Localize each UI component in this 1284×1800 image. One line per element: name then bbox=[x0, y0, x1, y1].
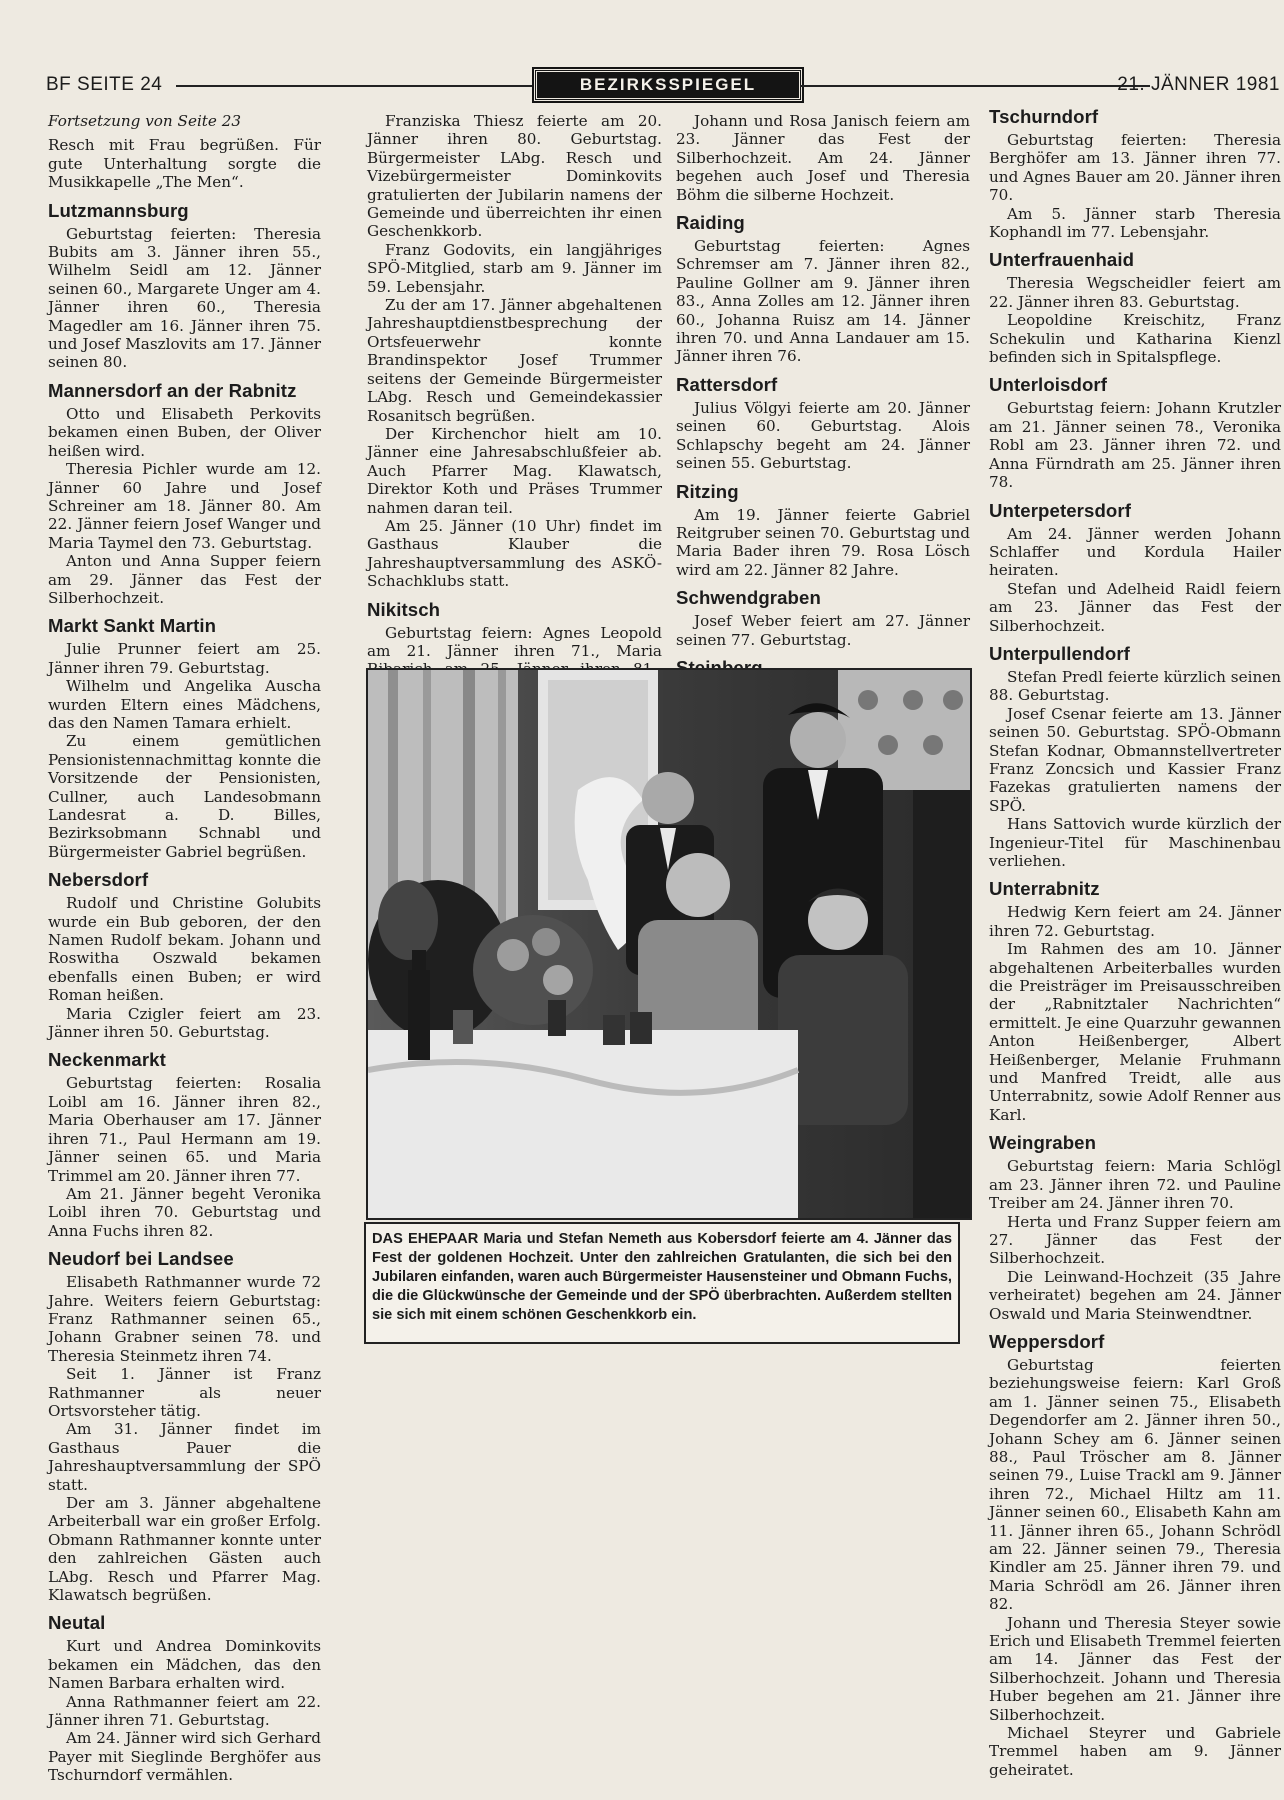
paragraph: Die Leinwand-Hochzeit (35 Jahre verheiratet) begehen am 24. Jänner Oswald und Maria Steinwendtner. bbox=[989, 1267, 1281, 1323]
paragraph: Zu einem gemütlichen Pensionistennachmittag konnte die Vorsitzende der Pensionisten, Cullner, auch Landesobmann Landesrat a. D. Billes, Bezirksobmann Schnabl und Bürgermeister Gabriel begrüßen. bbox=[48, 732, 321, 861]
paragraph: Johann und Theresia Steyer sowie Erich und Elisabeth Tremmel feierten am 14. Jänner das Fest der Silberhochzeit. Johann und Theresia Huber begehen am 21. Jänner ihre Silberhochzeit. bbox=[989, 1613, 1281, 1724]
paragraph: Am 31. Jänner findet im Gasthaus Pauer die Jahreshauptversammlung der SPÖ statt. bbox=[48, 1420, 321, 1494]
heading-unterfrauenhaid: Unterfrauenhaid bbox=[989, 249, 1135, 271]
paragraph: Julius Völgyi feierte am 20. Jänner seinen 60. Geburtstag. Alois Schlapschy begeht am 24. Jänner seinen 55. Geburtstag. bbox=[676, 398, 970, 473]
paragraph: Julie Prunner feiert am 25. Jänner ihren 79. Geburtstag. bbox=[48, 640, 321, 677]
paragraph: Elisabeth Rathmanner wurde 72 Jahre. Weiters feiern Geburtstag: Franz Rathmanner seinen 65., Johann Grabner seinen 78. und Theresia Steinmetz ihren 74. bbox=[48, 1273, 321, 1365]
heading-lutzmannsburg: Lutzmannsburg bbox=[48, 199, 189, 221]
paragraph: Kurt und Andrea Dominkovits bekamen ein Mädchen, das den Namen Barbara erhalten wird. bbox=[48, 1637, 321, 1693]
photo-illustration bbox=[368, 670, 970, 1218]
heading-weingraben: Weingraben bbox=[989, 1132, 1097, 1154]
paragraph: Josef Csenar feierte am 13. Jänner seinen 50. Geburtstag. SPÖ-Obmann Stefan Kodnar, Obmannstellvertreter Franz Zoncsich und Kassier Franz Fazekas gratulierten namens der SPÖ. bbox=[989, 704, 1281, 815]
photo-caption: DAS EHEPAAR Maria und Stefan Nemeth aus Kobersdorf feierte am 4. Jänner das Fest der goldenen Hochzeit. Unter den zahlreichen Gratulanten, die sich bei den Jubilaren einfanden, waren auch Bürgermeister Hausensteiner und Obmann Fuchs, die die Glückwünsche der Gemeinde und der SPÖ überbrachten. Außerdem stellten sie sich mit einem schönen Geschenkkorb ein. bbox=[364, 1222, 960, 1344]
heading-unterpullendorf: Unterpullendorf bbox=[989, 642, 1130, 664]
paragraph: Otto und Elisabeth Perkovits bekamen einen Buben, der Oliver heißen wird. bbox=[48, 404, 321, 460]
paragraph: Hans Sattovich wurde kürzlich der Ingenieur-Titel für Maschinenbau verliehen. bbox=[989, 815, 1281, 870]
paragraph: Resch mit Frau begrüßen. Für gute Unterhaltung sorgte die Musikkapelle „The Men“. bbox=[48, 136, 321, 192]
photo-golden-wedding bbox=[366, 668, 972, 1220]
paragraph: Der am 3. Jänner abgehaltene Arbeiterball war ein großer Erfolg. Obmann Rathmanner konnte unter den zahlreichen Gästen auch LAbg. Resch und Pfarrer Mag. Klawatsch begrüßen. bbox=[48, 1494, 321, 1605]
paragraph: Stefan Predl feierte kürzlich seinen 88. Geburtstag. bbox=[989, 667, 1281, 705]
heading-markt-sankt-martin: Markt Sankt Martin bbox=[48, 615, 217, 637]
heading-tschurndorf: Tschurndorf bbox=[989, 106, 1099, 127]
paragraph: Am 25. Jänner (10 Uhr) findet im Gasthaus Klauber die Jahreshauptversammlung des ASKÖ-Schachklubs statt. bbox=[367, 516, 662, 591]
heading-neutal: Neutal bbox=[48, 1612, 106, 1634]
paragraph: Franz Godovits, ein langjähriges SPÖ-Mitglied, starb am 9. Jänner im 59. Lebensjahr. bbox=[367, 240, 662, 296]
paragraph: Am 21. Jänner begeht Veronika Loibl ihren 70. Geburtstag und Anna Fuchs ihren 82. bbox=[48, 1184, 321, 1240]
continued-note: Fortsetzung von Seite 23 bbox=[48, 112, 242, 130]
heading-unterrabnitz: Unterrabnitz bbox=[989, 878, 1100, 900]
paragraph: Anton und Anna Supper feiern am 29. Jänner das Fest der Silberhochzeit. bbox=[48, 552, 321, 607]
heading-rattersdorf: Rattersdorf bbox=[676, 373, 778, 395]
paragraph: Wilhelm und Angelika Auscha wurden Eltern eines Mädchens, das den Namen Tamara erhielt. bbox=[48, 677, 321, 732]
paragraph: Geburtstag feierten: Rosalia Loibl am 16. Jänner ihren 82., Maria Oberhauser am 17. Jänner ihren 71., Paul Hermann am 19. Jänner seinen 65. und Maria Trimmel am 20. Jänner ihren 77. bbox=[48, 1074, 321, 1185]
paragraph: Am 24. Jänner werden Johann Schlaffer und Kordula Hailer heiraten. bbox=[989, 524, 1281, 580]
section-title: BEZIRKSSPIEGEL bbox=[534, 69, 802, 101]
issue-date: 21. JÄNNER 1981 bbox=[1117, 74, 1280, 95]
paragraph: Theresia Pichler wurde am 12. Jänner 60 Jahre und Josef Schreiner am 18. Jänner 80. Am 22. Jänner feiern Josef Wanger und Maria Taymel den 73. Geburtstag. bbox=[48, 460, 321, 552]
paragraph: Am 5. Jänner starb Theresia Kophandl im 77. Lebensjahr. bbox=[989, 204, 1281, 242]
rule-right bbox=[800, 85, 1150, 87]
paragraph: Maria Czigler feiert am 23. Jänner ihren 50. Geburtstag. bbox=[48, 1004, 321, 1042]
heading-raiding: Raiding bbox=[676, 212, 745, 234]
heading-mannersdorf: Mannersdorf an der Rabnitz bbox=[48, 379, 297, 401]
paragraph: Geburtstag feierten beziehungsweise feiern: Karl Groß am 1. Jänner seinen 75., Elisabeth Degendorfer am 2. Jänner ihren 50., Johann Schey am 6. Jänner seinen 88., Paul Tröscher am 8. Jänner seinen 79., Luise Trackl am 9. Jänner ihren 72., Michael Hiltz am 11. Jänner seinen 60., Elisabeth Kahn am 11. Jänner ihren 65., Johann Schrödl am 22. Jänner seinen 79., Theresia Kindler am 25. Jänner ihren 79. und Maria Schrödl am 26. Jänner ihren 82. bbox=[989, 1355, 1281, 1614]
paragraph: Josef Weber feiert am 27. Jänner seinen 77. Geburtstag. bbox=[676, 612, 970, 649]
paragraph: Rudolf und Christine Golubits wurde ein Bub geboren, der den Namen Rudolf bekam. Johann und Roswitha Oszwald bekamen ebenfalls einen Buben; er wird Roman heißen. bbox=[48, 894, 321, 1005]
column-1 bbox=[48, 112, 321, 1785]
heading-neckenmarkt: Neckenmarkt bbox=[48, 1049, 166, 1071]
paragraph: Anna Rathmanner feiert am 22. Jänner ihren 71. Geburtstag. bbox=[48, 1692, 321, 1730]
paragraph: Stefan und Adelheid Raidl feiern am 23. Jänner das Fest der Silberhochzeit. bbox=[989, 579, 1281, 635]
heading-schwendgraben: Schwendgraben bbox=[676, 587, 821, 609]
paragraph: Michael Steyrer und Gabriele Tremmel haben am 9. Jänner geheiratet. bbox=[989, 1724, 1281, 1779]
heading-nebersdorf: Nebersdorf bbox=[48, 869, 149, 891]
paragraph: Geburtstag feierten: Theresia Berghöfer am 13. Jänner ihren 77. und Agnes Bauer am 20. Jänner ihren 70. bbox=[989, 131, 1281, 205]
heading-unterpetersdorf: Unterpetersdorf bbox=[989, 499, 1132, 521]
page-label: BF SEITE 24 bbox=[46, 74, 163, 95]
paragraph: Herta und Franz Supper feiern am 27. Jänner das Fest der Silberhochzeit. bbox=[989, 1212, 1281, 1268]
paragraph: Johann und Rosa Janisch feiern am 23. Jänner das Fest der Silberhochzeit. Am 24. Jänner begehen auch Josef und Theresia Böhm die silberne Hochzeit. bbox=[676, 112, 970, 204]
paragraph: Leopoldine Kreischitz, Franz Schekulin und Katharina Kienzl befinden sich in Spitalspflege. bbox=[989, 311, 1281, 367]
heading-weppersdorf: Weppersdorf bbox=[989, 1330, 1105, 1352]
paragraph: Theresia Wegscheidler feiert am 22. Jänner ihren 83. Geburtstag. bbox=[989, 274, 1281, 311]
paragraph: Seit 1. Jänner ist Franz Rathmanner als neuer Ortsvorsteher tätig. bbox=[48, 1365, 321, 1420]
heading-neudorf: Neudorf bei Landsee bbox=[48, 1248, 234, 1270]
rule-left bbox=[176, 85, 584, 87]
paragraph: Geburtstag feiern: Johann Krutzler am 21. Jänner seinen 78., Veronika Robl am 23. Jänner ihren 72. und Anna Fürndrath am 25. Jänner ihren 78. bbox=[989, 399, 1281, 492]
paragraph: Geburtstag feierten: Agnes Schremser am 7. Jänner ihren 82., Pauline Gollner am 9. Jänner ihren 83., Anna Zolles am 12. Jänner ihren 60., Johanna Ruisz am 14. Jänner ihren 70. und Anna Landauer am 15. Jänner ihren 76. bbox=[676, 237, 970, 366]
heading-nikitsch: Nikitsch bbox=[367, 598, 441, 620]
heading-ritzing: Ritzing bbox=[676, 480, 739, 502]
paragraph: Der Kirchenchor hielt am 10. Jänner eine Jahresabschlußfeier ab. Auch Pfarrer Mag. Klawatsch, Direktor Koth und Präses Trummer nahmen daran teil. bbox=[367, 424, 662, 517]
paragraph: Im Rahmen des am 10. Jänner abgehaltenen Arbeiterballes wurden die Preisträger im Preisausschreiben der „Rabnitztaler Nachrichten“ ermittelt. Je eine Quarzuhr gewannen Anton Heißenberger, Albert Heißenberger, Melanie Fruhmann und Manfred Treidt, alle aus Unterrabnitz, sowie Adolf Renner aus Karl. bbox=[989, 940, 1281, 1124]
paragraph: Am 19. Jänner feierte Gabriel Reitgruber seinen 70. Geburtstag und Maria Bader ihren 79. Rosa Lösch wird am 22. Jänner 82 Jahre. bbox=[676, 505, 970, 579]
paragraph: Franziska Thiesz feierte am 20. Jänner ihren 80. Geburtstag. Bürgermeister LAbg. Resch und Vizebürgermeister Dominkovits gratulierten der Jubilarin namens der Gemeinde und überreichten ihr einen Geschenkkorb. bbox=[367, 112, 662, 241]
paragraph: Am 24. Jänner wird sich Gerhard Payer mit Sieglinde Berghöfer aus Tschurndorf vermählen. bbox=[48, 1729, 321, 1785]
paragraph: Geburtstag feiern: Maria Schlögl am 23. Jänner ihren 72. und Pauline Treiber am 24. Jänner ihren 70. bbox=[989, 1157, 1281, 1213]
heading-unterloisdorf: Unterloisdorf bbox=[989, 374, 1108, 396]
masthead bbox=[46, 72, 1280, 98]
paragraph: Geburtstag feiern: Agnes Leopold am 21. Jänner ihren 71., Maria bbox=[367, 623, 662, 660]
paragraph: Geburtstag feierten: Theresia Bubits am 3. Jänner ihren 55., Wilhelm Seidl am 12. Jänner seinen 60., Margarete Unger am 4. Jänner ihren 60., Theresia Magedler am 16. Jänner ihren 75. und Josef Maszlovits am 17. Jänner seinen 80. bbox=[48, 224, 321, 372]
paragraph: Hedwig Kern feiert am 24. Jänner ihren 72. Geburtstag. bbox=[989, 903, 1281, 940]
paragraph: Zu der am 17. Jänner abgehaltenen Jahreshauptdienstbesprechung der Ortsfeuerwehr konnte Brandinspektor Josef Trummer seitens der Gemeinde Bürgermeister LAbg. Resch und Gemeindekassier Rosanitsch begrüßen. bbox=[367, 296, 662, 425]
column-4 bbox=[989, 106, 1281, 1779]
